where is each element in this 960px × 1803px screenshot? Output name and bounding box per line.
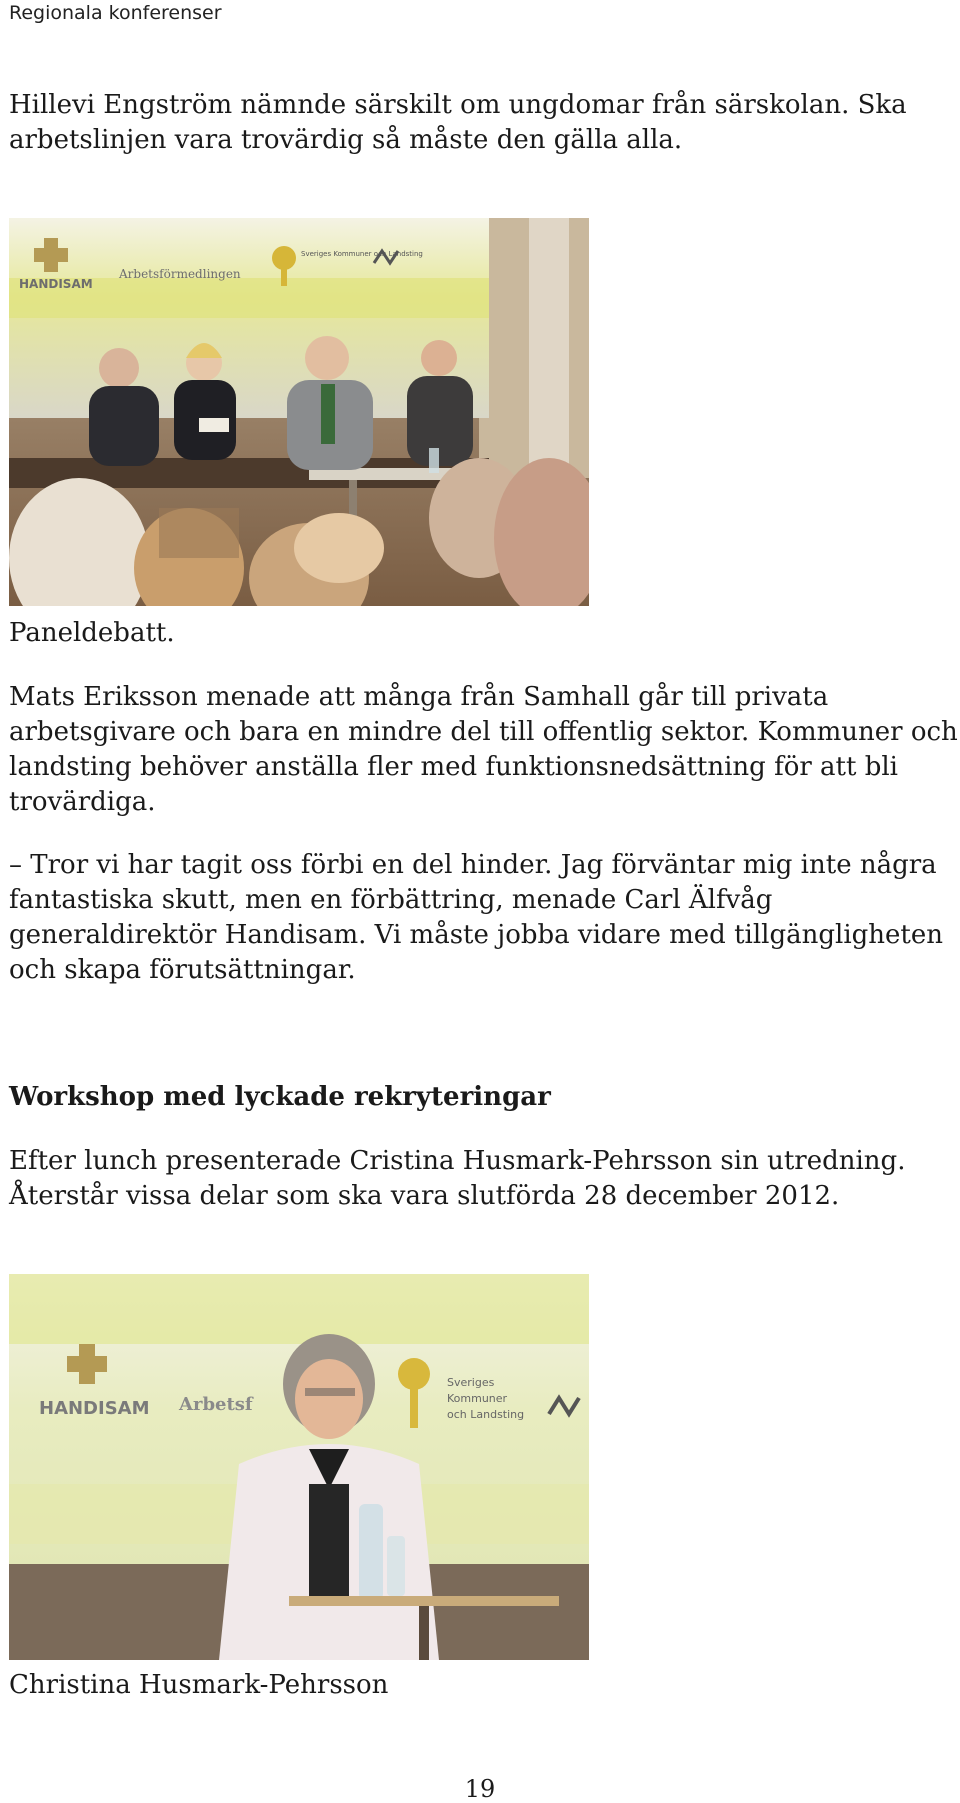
paragraph-mats-eriksson: Mats Eriksson menade att många från Samhall går till privata arbetsgivare och bara en mindre del till offentlig sektor. Kommuner och landsting behöver anställa fler med funktionsnedsättning för att bli trovärdiga. [9, 682, 958, 817]
water-glass [387, 1536, 405, 1596]
svg-text:HANDISAM: HANDISAM [39, 1398, 150, 1419]
arbetsformedlingen-logo [178, 1394, 254, 1415]
speaker-photo [9, 1274, 589, 1660]
paragraph-carl-alfvag: – Tror vi har tagit oss förbi en del hinder. Jag förväntar mig inte några fantastiska skutt, men en förbättring, menade Carl Älfvåg generaldirektör Handisam. Vi måste jobba vidare med tillgängligheten och skapa förutsättningar. [9, 850, 943, 985]
water-bottle [359, 1504, 383, 1600]
panel-debate-photo [9, 218, 589, 606]
running-header: Regionala konferenser [9, 2, 222, 24]
svg-text:Kommuner: Kommuner [447, 1392, 508, 1405]
svg-text:Sveriges Kommuner och Landstin: Sveriges Kommuner och Landsting [301, 250, 423, 258]
svg-text:HANDISAM: HANDISAM [19, 277, 93, 291]
svg-text:och Landsting: och Landsting [447, 1408, 525, 1421]
caption-speaker: Christina Husmark-Pehrsson [9, 1670, 389, 1700]
page-number: 19 [464, 1775, 496, 1803]
arbetsformedlingen-logo [118, 267, 241, 281]
lectern-table [289, 1596, 559, 1606]
section-heading: Workshop med lyckade rekryteringar [9, 1082, 551, 1112]
svg-text:Arbetsförmedlingen: Arbetsförmedlingen [119, 267, 241, 281]
caption-panel-debate: Paneldebatt. [9, 618, 175, 648]
paragraph-hillevi: Hillevi Engström nämnde särskilt om ungdomar från särskolan. Ska arbetslinjen vara trovärdig så måste den gälla alla. [9, 90, 907, 155]
paragraph-cristina-husmark: Efter lunch presenterade Cristina Husmark-Pehrsson sin utredning. Återstår vissa delar som ska vara slutförda 28 december 2012. [9, 1146, 906, 1211]
svg-text:Arbetsf: Arbetsf [179, 1394, 253, 1415]
svg-text:Sveriges: Sveriges [447, 1376, 495, 1389]
